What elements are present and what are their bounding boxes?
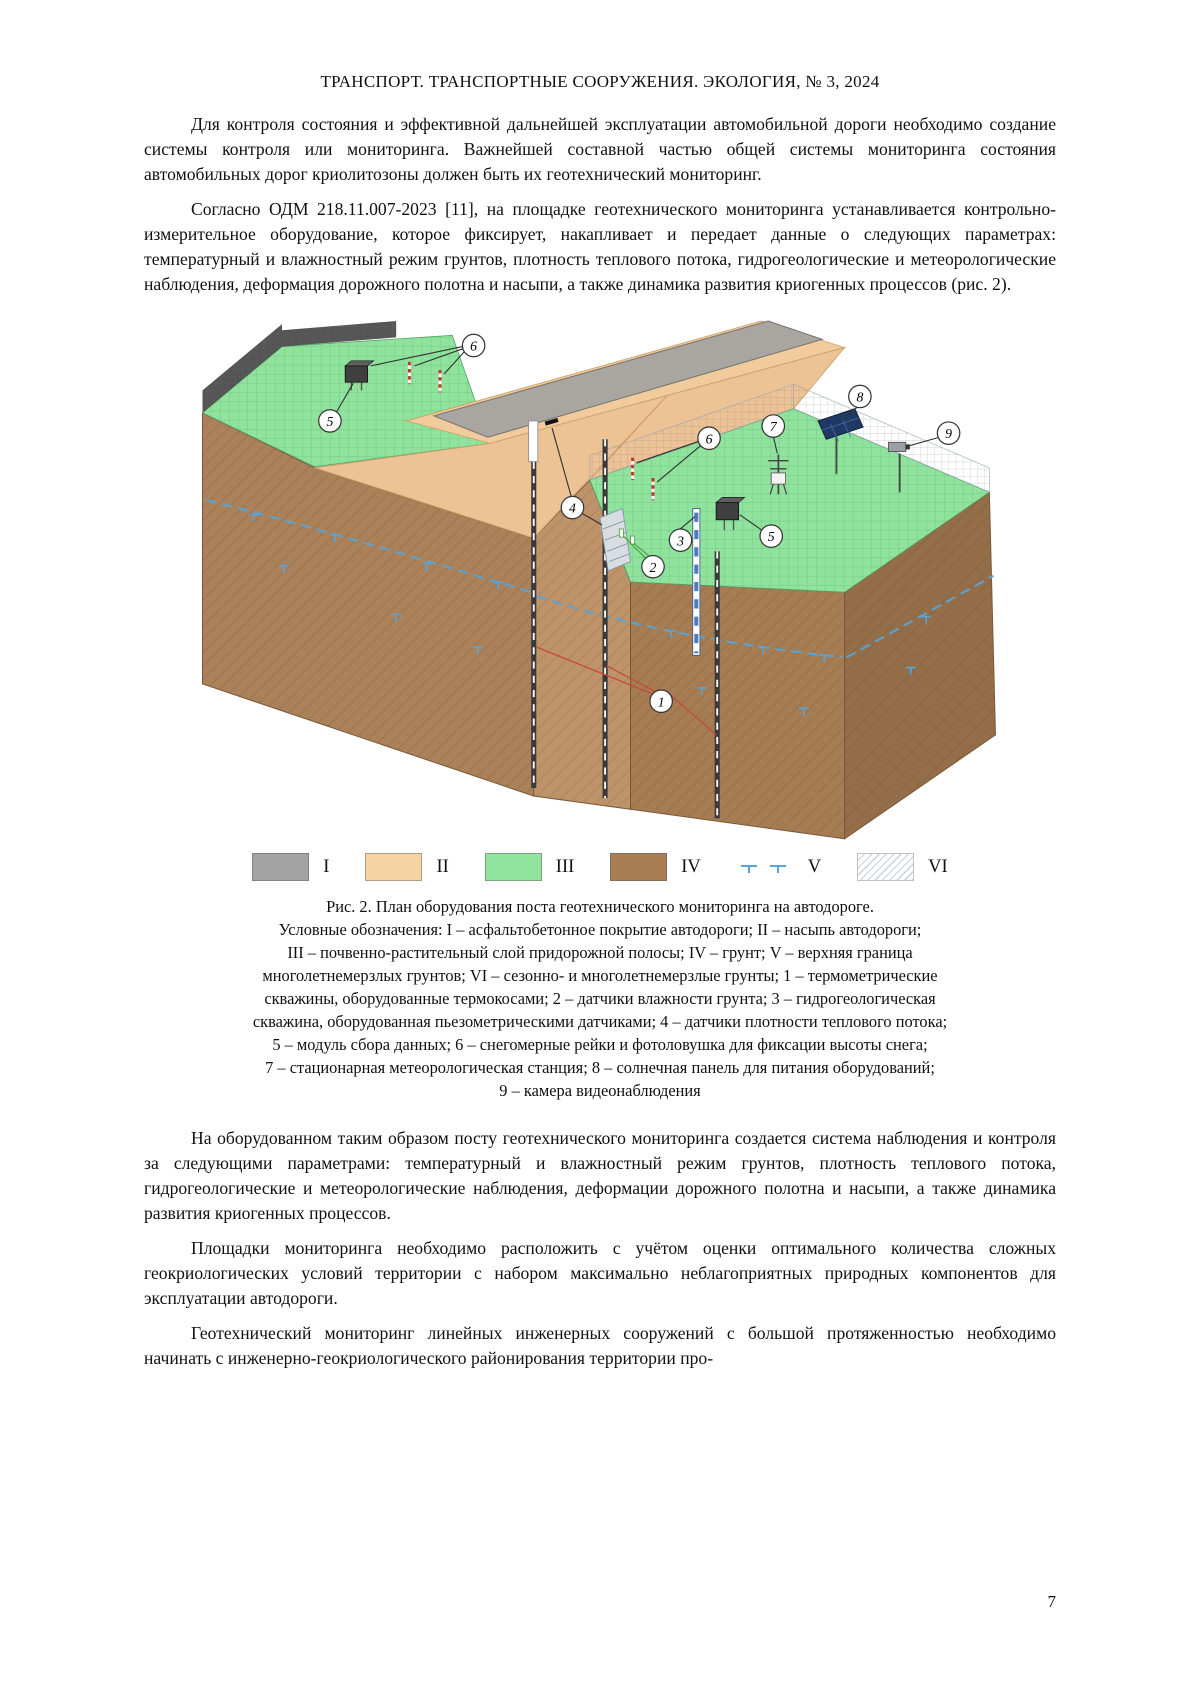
legend-label: V: [807, 856, 822, 877]
body-paragraph: Для контроля состояния и эффективной дальнейшей эксплуатации автомобильной дороги необходимо создание системы контроля или мониторинга. Важнейшей составной частью общей системы мониторинга состояния автомобильных дорог криолитозоны должен быть их геотехнический мониторинг.: [144, 114, 1056, 184]
legend-item-VI: [857, 853, 948, 881]
svg-text:4: 4: [569, 500, 576, 516]
figure-legend: [144, 853, 1056, 881]
figure-caption: [144, 895, 1056, 1102]
figure-2: [144, 319, 1056, 1102]
legend-swatch-topsoil: [485, 853, 542, 881]
caption-line: III – почвенно-растительный слой придорожной полосы; IV – грунт; V – верхняя граница: [287, 943, 913, 962]
callout-6-right: [698, 427, 720, 449]
body-paragraph: Геотехнический мониторинг линейных инженерных сооружений с большой протяженностью необходимо начинать с инженерно-геокриологического районирования территории про-: [144, 1323, 1056, 1368]
legend-label: II: [436, 856, 449, 877]
legend-swatch-embankment: [365, 853, 422, 881]
callout-4: [561, 496, 583, 518]
callout-3: [669, 529, 691, 551]
legend-item-II: [365, 853, 448, 881]
svg-text:5: 5: [326, 414, 334, 430]
caption-line: 9 – камера видеонаблюдения: [499, 1081, 701, 1100]
svg-text:7: 7: [769, 419, 777, 435]
figure-image-wrap: [144, 319, 1056, 849]
svg-text:2: 2: [649, 559, 657, 575]
svg-text:6: 6: [470, 338, 478, 354]
caption-line: скважина, оборудованная пьезометрическими датчиками; 4 – датчики плотности теплового потока;: [252, 1012, 948, 1031]
borehole-casing: [529, 421, 538, 462]
page-number: 7: [1047, 1592, 1056, 1611]
svg-text:6: 6: [705, 431, 713, 447]
legend-swatch-soil: [610, 853, 667, 881]
callout-6-left: [462, 334, 484, 356]
legend-item-I: [252, 853, 329, 881]
body-paragraph: На оборудованном таким образом посту геотехнического мониторинга создается система наблюдения и контроля за следующими параметрами: температурный и влажностный режим грунтов, плотность теплового потока, гидрогеологические и метеорологические наблюдения, деформации дорожного полотна и насыпи, а также динамика развития криогенных процессов.: [144, 1128, 1056, 1223]
caption-line: скважины, оборудованные термокосами; 2 – датчики влажности грунта; 3 – гидрогеологическая: [264, 989, 936, 1008]
svg-text:1: 1: [657, 694, 665, 710]
caption-line: Условные обозначения: I – асфальтобетонное покрытие автодороги; II – насыпь автодороги;: [278, 920, 922, 939]
legend-label: IV: [681, 856, 701, 877]
svg-text:3: 3: [677, 533, 684, 549]
legend-label: I: [323, 856, 330, 877]
callout-5-right: [760, 525, 782, 547]
caption-line: 5 – модуль сбора данных; 6 – снегомерные рейки и фотоловушка для фиксации высоты снега;: [272, 1035, 928, 1054]
callout-9: [937, 422, 959, 444]
caption-line: Рис. 2. План оборудования поста геотехнического мониторинга на автодороге.: [326, 897, 874, 916]
permafrost-boundary-swatch-icon: [737, 853, 794, 881]
caption-line: 7 – стационарная метеорологическая станция; 8 – солнечная панель для питания оборудований;: [265, 1058, 935, 1077]
legend-swatch-asphalt: [252, 853, 309, 881]
svg-text:9: 9: [945, 426, 953, 442]
legend-item-III: [485, 853, 574, 881]
callout-8: [849, 385, 871, 407]
callout-1: [650, 690, 672, 712]
legend-item-IV: [610, 853, 701, 881]
body-paragraph: Площадки мониторинга необходимо расположить с учётом оценки оптимального количества сложных геокриологических условий территории с набором максимально неблагоприятных природных компонентов для эксплуатации автодороги.: [144, 1238, 1056, 1308]
caption-line: многолетнемерзлых грунтов; VI – сезонно- и многолетнемерзлые грунты; 1 – термометрические: [262, 966, 938, 985]
legend-swatch-permafrost-boundary: [737, 853, 794, 881]
legend-swatch-frozen-ground: [857, 853, 914, 881]
body-paragraph: Согласно ОДМ 218.11.007-2023 [11], на площадке геотехнического мониторинга устанавливается контрольно-измерительное оборудование, которое фиксирует, накапливает и передает данные о следующих параметрах: температурный и влажностный режим грунтов, плотность теплового потока, гидрогеологические и метеорологические наблюдения, деформация дорожного полотна и насыпи, а также динамика развития криогенных процессов (рис. 2).: [144, 199, 1056, 294]
legend-item-V: [737, 853, 821, 881]
svg-text:5: 5: [767, 529, 775, 545]
callout-7: [762, 415, 784, 437]
svg-text:8: 8: [856, 389, 864, 405]
callout-2: [642, 555, 664, 577]
monitoring-diagram: [192, 319, 1008, 849]
legend-label: VI: [928, 856, 948, 877]
journal-header: ТРАНСПОРТ. ТРАНСПОРТНЫЕ СООРУЖЕНИЯ. ЭКОЛОГИЯ, № 3, 2024: [320, 72, 880, 91]
legend-label: III: [555, 856, 575, 877]
callout-5-left: [319, 410, 341, 432]
page-content: [144, 0, 1056, 1371]
